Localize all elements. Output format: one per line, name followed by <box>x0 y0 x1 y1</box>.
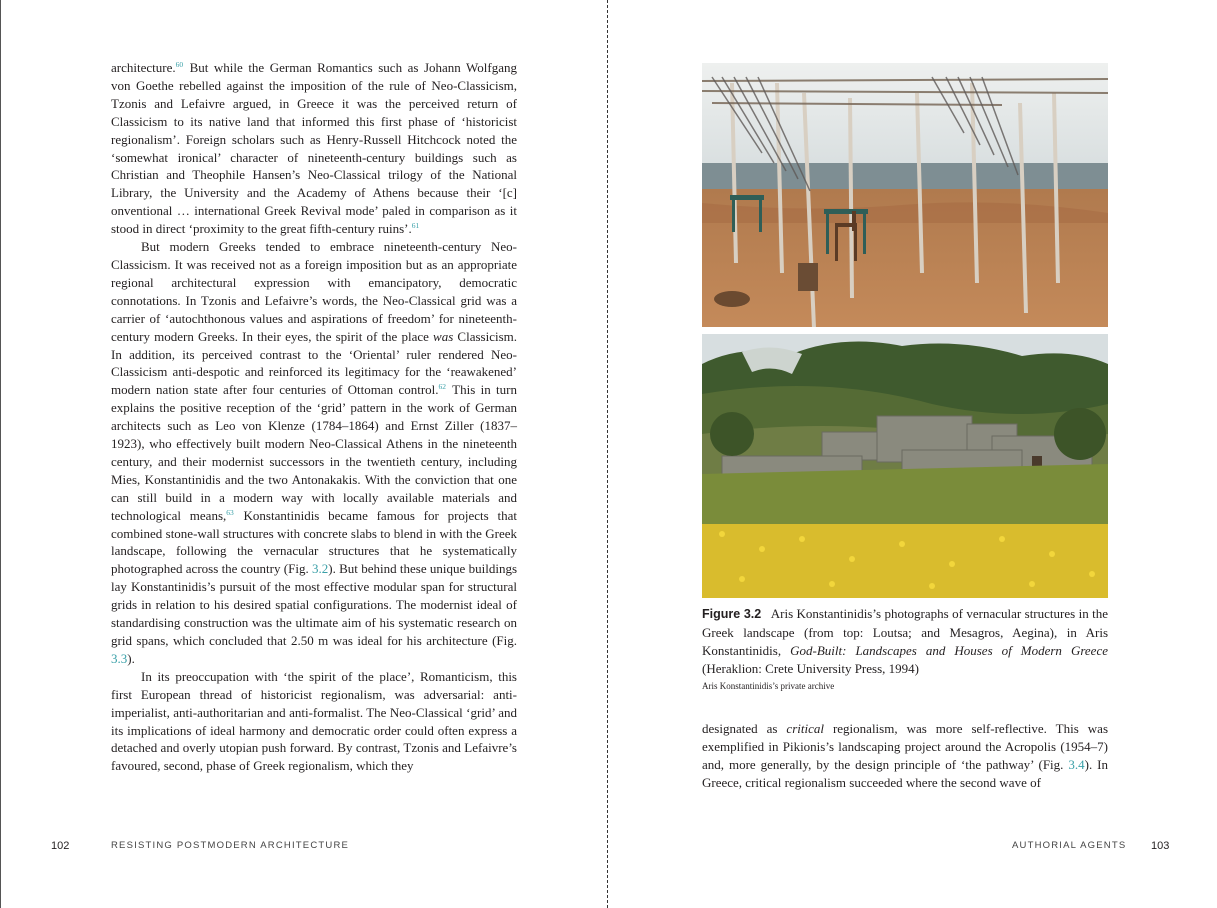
text-run: In its preoccupation with ‘the spirit of the place’, Romanticism, this first European thread of historicist regionalism, was adversarial: anti-imperialist, anti-authoritarian and anti-formalist. The Neo-Classical ‘grid’ and its implications of ideal harmony and democratic order could often express a detached and overly utopian push forward. By contrast, Tzonis and Lefaivre’s favoured, second, phase of Greek regionalism, which they <box>111 668 517 774</box>
figure-label: Figure 3.2 <box>702 607 762 621</box>
right-page <box>610 0 1217 908</box>
text-run: ). <box>127 650 135 666</box>
footnote-ref[interactable]: 62 <box>438 382 447 392</box>
text-run: But modern Greeks tended to embrace nineteenth-century Neo-Classicism. It was received not as a foreign imposition but as an appropriate regional architectural expression with emancipatory, democratic connotations. In Tzonis and Lefaivre’s words, the Neo-Classical grid was a carrier of ‘autochthonous values and aspirations of freedom’ for nineteenth-century modern Greeks. In their eyes, the spirit of the place <box>111 239 517 344</box>
text-run: regionalism, was more self-reflective. This was exemplified in Pikionis’s landscaping project around the Acropolis (1954–7) and, more generally, by the design principle of ‘the pathway’ (Fig. <box>702 721 1109 772</box>
right-page-number: 103 <box>1151 840 1170 852</box>
body-paragraph <box>702 720 1108 792</box>
left-body-text <box>111 59 517 775</box>
footnote-ref[interactable]: 63 <box>226 507 234 517</box>
text-run: designated as <box>702 721 787 736</box>
text-run: But while the German Romantics such as Johann Wolfgang von Goethe rebelled against the imposition of the rule of Neo-Classicism, Tzonis and Lefaivre argued, in Greece it was the perceived return of Classicism to its native land that informed this first phase of ‘historicist regionalism’. Foreign scholars such as Henry-Russell Hitchcock noted the ‘somewhat ironical’ character of nineteenth-century buildings such as Christian and Theophile Hansen’s Neo-Classical trilogy of the National Library, the University and the Academy of Athens because their ‘[c] onventional … international Greek Revival mode’ paled in comparison as it stood in direct ‘proximity to the great fifth-century ruins’. <box>111 60 517 237</box>
text-run: Classicism. In addition, its perceived contrast to the ‘Oriental’ ruler rendered Neo-Classicism anti-despotic and reinforced its legitimacy for the ‘reawakened’ modern nation state after four centuries of Ottoman control. <box>111 328 517 398</box>
italic-run: God-Built: Landscapes and Houses of Modern Greece <box>790 642 1108 658</box>
body-paragraph <box>111 238 517 668</box>
left-page <box>0 0 608 908</box>
right-body-text <box>702 720 1108 792</box>
text-run: This in turn explains the positive reception of the ‘grid’ pattern in the work of German architects such as Leo von Klenze (1784–1864) and Ernst Ziller (1837–1923), who effectively built modern Neo-Classical Athens in the nineteenth century, and their modernist successors in the twentieth century, including Mies, Konstantinidis and the two Antonakakis. With the conviction that one can still build in a modern way with locally available materials and technological means, <box>111 382 517 523</box>
text-run: (Heraklion: Crete University Press, 1994) <box>702 660 919 676</box>
text-run: Aris Konstantinidis’s photographs of vernacular structures in the Greek landscape (from top: Loutsa; and Mesagros, Aegina), in Aris Konstantinidis, <box>702 606 1108 658</box>
right-running-head: AUTHORIAL AGENTS <box>1012 840 1127 851</box>
book-gutter <box>607 0 608 908</box>
figure-credit: Aris Konstantinidis’s private archive <box>702 681 835 691</box>
text-run: ). In Greece, critical regionalism succeeded where the second wave of <box>702 756 1108 790</box>
figure-photo-loutsa <box>702 63 1108 327</box>
figure-xref[interactable]: 3.2 <box>312 561 329 577</box>
italic-run: was <box>433 328 454 344</box>
footnote-ref[interactable]: 60 <box>175 60 184 69</box>
figure-xref[interactable]: 3.3 <box>111 650 128 666</box>
text-run: ). But behind these unique buildings lay Konstantinidis’s pursuit of the most effective modular span for structural grids in relation to his desired spatial configurations. The modernist ideal of standardising construction was the ultimate aim of his systematic research on grid spans, which concluded that 2.50 m was ideal for his architecture (Fig. <box>111 561 517 648</box>
italic-run: critical <box>786 721 824 736</box>
left-page-number: 102 <box>51 840 70 852</box>
figure-xref[interactable]: 3.4 <box>1068 756 1085 772</box>
footnote-ref[interactable]: 61 <box>411 221 420 231</box>
body-paragraph <box>111 668 517 775</box>
text-run: Konstantinidis became famous for projects that combined stone-wall structures with concrete slabs to blend in with the Greek landscape, following the vernacular structures that he systematically photographed across the country (Fig. <box>111 507 517 577</box>
loutsa-photo-illustration <box>702 63 1108 327</box>
figure-caption <box>702 605 1108 678</box>
figure-caption-text <box>702 606 1108 676</box>
mesagros-photo-illustration <box>702 334 1108 598</box>
text-run: architecture. <box>111 60 176 75</box>
body-paragraph <box>111 59 517 238</box>
figure-photo-mesagros <box>702 334 1108 598</box>
left-running-head: RESISTING POSTMODERN ARCHITECTURE <box>111 840 350 851</box>
